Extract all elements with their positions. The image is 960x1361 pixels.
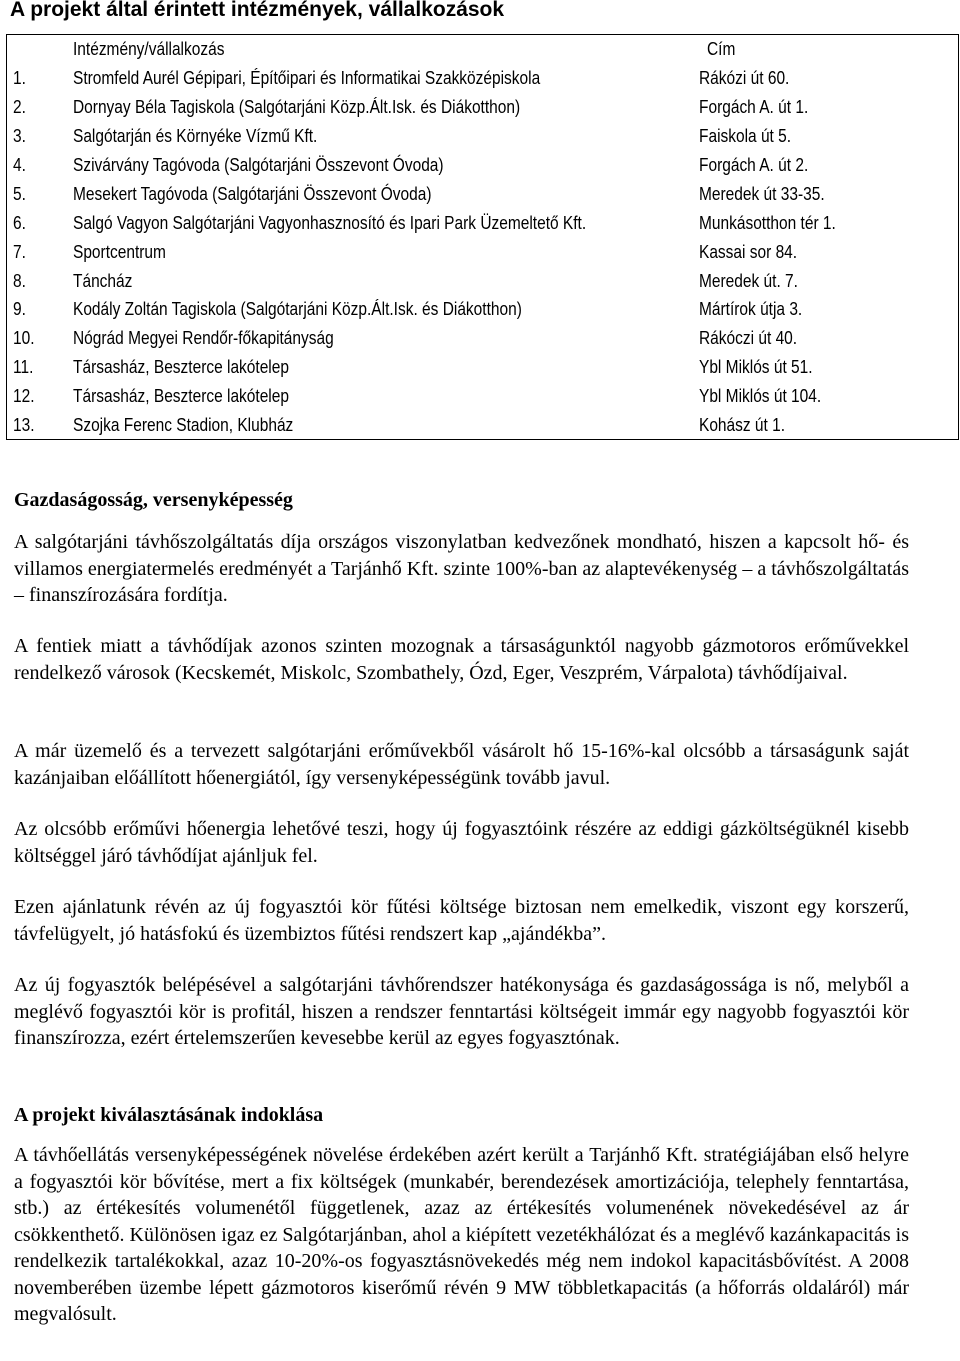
table-cell-address: Kohász út 1.: [698, 415, 785, 436]
table-row: [7, 266, 959, 295]
table-header-address: Cím: [706, 39, 735, 60]
paragraph-economy-2: A fentiek miatt a távhődíjak azonos szinten mozognak a társaságunktól nagyobb gázmotoros erőművekkel rendelkező városok (Kecskemét, Miskolc, Szombathely, Ózd, Eger, Veszprém, Várpalota) távhődíjaival.: [14, 635, 909, 684]
table-cell-num: 8.: [13, 270, 26, 291]
table-row: [7, 151, 959, 180]
table-cell-name: Táncház: [72, 270, 132, 291]
section-title: A projekt által érintett intézmények, vállalkozások: [10, 0, 505, 21]
table-row: [7, 237, 959, 266]
table-cell-num: 7.: [13, 241, 26, 262]
table-cell-address: Rákóczi út 40.: [698, 328, 797, 349]
heading-justification: A projekt kiválasztásának indoklása: [14, 1104, 324, 1126]
table-cell-name: Stromfeld Aurél Gépipari, Építőipari és Informatikai Szakközépiskola: [72, 68, 540, 89]
table-row: [7, 382, 959, 411]
table-header-name: Intézmény/vállalkozás: [72, 39, 224, 60]
table-cell-name: Kodály Zoltán Tagiskola (Salgótarjáni Közp.Ált.Isk. és Diákotthon): [72, 299, 522, 320]
table-cell-name: Társasház, Beszterce lakótelep: [72, 357, 289, 378]
heading-economy: Gazdaságosság, versenyképesség: [14, 489, 293, 511]
table-row: [7, 208, 959, 237]
paragraph-economy-6: Az új fogyasztók belépésével a salgótarjáni távhőrendszer hatékonysága és gazdaságossága is nő, melyből a meglévő fogyasztói kör is profitál, hiszen a rendszer fenntartási költségeit immár egy nagyobb fogyasztói kör finanszírozza, ezért értelemszerűen kevesebbe kerül az egyes fogyasztónak.: [14, 974, 909, 1049]
table-cell-address: Munkásotthon tér 1.: [698, 212, 836, 233]
paragraph-economy-1: A salgótarjáni távhőszolgáltatás díja országos viszonylatban kedvezőnek mondható, hiszen a kapcsolt hő- és villamos energiatermelés eredményét a Tarjánhő Kft. szinte 100%-ban az alaptevékenység – a távhőszolgáltatás – finanszírozására fordítja.: [14, 531, 909, 606]
table-cell-address: Meredek út 33-35.: [698, 183, 825, 204]
table-cell-num: 13.: [13, 415, 35, 436]
table-row: [7, 122, 959, 151]
paragraph-economy-5: Ezen ajánlatunk révén az új fogyasztói kör fűtési költsége biztosan nem emelkedik, viszont egy korszerű, távfelügyelt, jó hatásfokú és üzembiztos fűtési rendszert kap „ajándékba”.: [14, 896, 909, 945]
table-row: [7, 93, 959, 122]
table-cell-name: Salgótarján és Környéke Vízmű Kft.: [72, 126, 317, 147]
table-row: [7, 353, 959, 382]
table-cell-name: Dornyay Béla Tagiskola (Salgótarjáni Közp.Ált.Isk. és Diákotthon): [72, 97, 520, 118]
table-cell-address: Faiskola út 5.: [698, 126, 791, 147]
table-cell-num: 9.: [13, 299, 26, 320]
paragraph-justification-1: A távhőellátás versenyképességének növelése érdekében azért került a Tarjánhő Kft. stratégiájában első helyre a fogyasztói kör bővítése, mert a fix költségek (munkabér, berendezések amortizációja, telephely fenntartása, stb.) az értékesítés volumenétől függetlenek, azaz az értékesítés volumenének növekedésével az ár csökkenthető. Különösen igaz ez Salgótarjánban, ahol a kiépített vezetékhálózat és a meglévő kazánkapacitás is rendelkezik tartalékokkal, azaz 10-20%-os fogyasztásnövekedés még nem indokol kapacitásbővítést. A 2008 novemberében üzembe lépett gázmotoros kiserőmű révén 9 MW többletkapacitás (a hőforrás oldaláról) már megvalósult.: [14, 1144, 909, 1325]
table-cell-address: Rákózi út 60.: [698, 68, 789, 89]
institutions-table: [6, 34, 959, 440]
table-cell-num: 1.: [13, 68, 26, 89]
table-row: [7, 64, 959, 93]
table-cell-num: 12.: [13, 386, 35, 407]
table-cell-name: Társasház, Beszterce lakótelep: [72, 386, 289, 407]
table-row: [7, 179, 959, 208]
paragraph-economy-4: Az olcsóbb erőművi hőenergia lehetővé teszi, hogy új fogyasztóink részére az eddigi gázköltségüknél kisebb költséggel járó távhődíjat ajánljuk fel.: [14, 818, 909, 867]
table-cell-name: Salgó Vagyon Salgótarjáni Vagyonhasznosító és Ipari Park Üzemeltető Kft.: [72, 212, 586, 233]
table-cell-name: Nógrád Megyei Rendőr-főkapitányság: [72, 328, 334, 349]
table-cell-address: Mártírok útja 3.: [698, 299, 802, 320]
table-cell-num: 10.: [13, 328, 35, 349]
table-cell-num: 4.: [13, 155, 26, 175]
table-cell-name: Mesekert Tagóvoda (Salgótarjáni Összevont Óvoda): [72, 183, 432, 204]
table-row: [7, 411, 959, 440]
table-cell-name: Sportcentrum: [72, 241, 166, 262]
table-cell-num: 3.: [13, 126, 26, 147]
table-cell-address: Ybl Miklós út 104.: [698, 386, 821, 407]
table-header-num: [7, 35, 71, 64]
table-row: [7, 324, 959, 353]
table-row: [7, 295, 959, 324]
table-cell-num: 2.: [13, 97, 26, 118]
table-cell-address: Kassai sor 84.: [698, 241, 797, 262]
table-cell-address: Forgách A. út 2.: [698, 155, 808, 175]
table-cell-address: Meredek út. 7.: [698, 270, 798, 291]
table-cell-name: Szojka Ferenc Stadion, Klubház: [72, 415, 293, 436]
table-cell-num: 6.: [13, 212, 26, 233]
table-header-row: [7, 35, 959, 64]
paragraph-economy-3: A már üzemelő és a tervezett salgótarjáni erőművekből vásárolt hő 15-16%-kal olcsóbb a társaságunk saját kazánjaiban előállított hőenergiától, így versenyképességünk tovább javul.: [14, 740, 909, 789]
table-cell-num: 5.: [13, 183, 26, 204]
table-cell-num: 11.: [13, 357, 34, 378]
table-cell-name: Szivárvány Tagóvoda (Salgótarjáni Összevont Óvoda): [72, 155, 444, 175]
table-cell-address: Forgách A. út 1.: [698, 97, 808, 118]
table-cell-address: Ybl Miklós út 51.: [698, 357, 813, 378]
